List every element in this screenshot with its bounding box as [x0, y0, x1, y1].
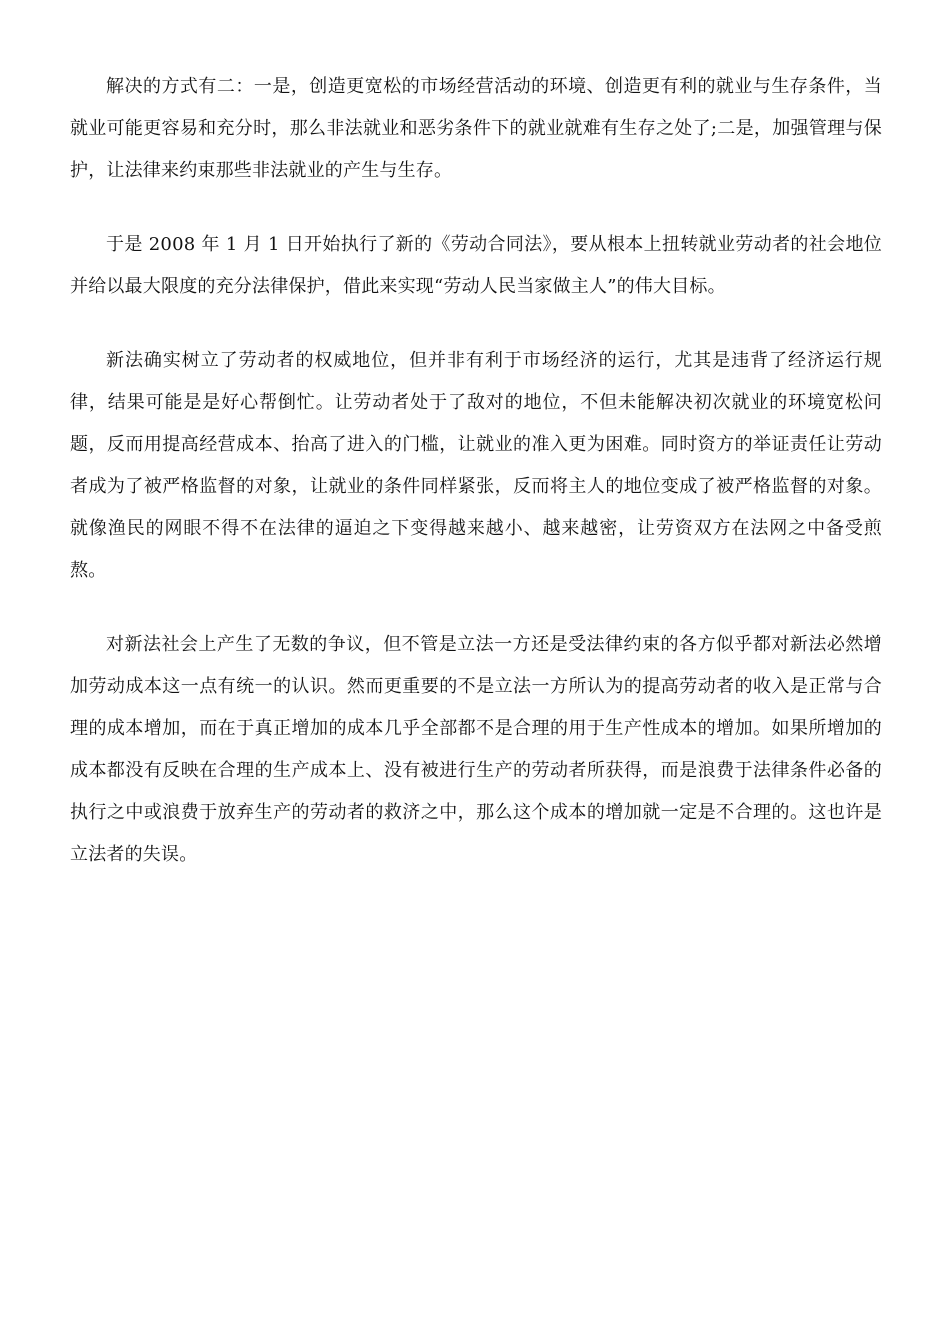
paragraph-2: 于是 2008 年 1 月 1 日开始执行了新的《劳动合同法》，要从根本上扭转就业劳动者的社会地位并给以最大限度的充分法律保护，借此来实现“劳动人民当家做主人”的伟大目标。: [70, 234, 882, 297]
document-body: [70, 66, 882, 908]
paragraph-1: 解决的方式有二：一是，创造更宽松的市场经营活动的环境、创造更有利的就业与生存条件，当就业可能更容易和充分时，那么非法就业和恶劣条件下的就业就难有生存之处了;二是，加强管理与保护，让法律来约束那些非法就业的产生与生存。: [70, 76, 882, 181]
paragraph-4: 对新法社会上产生了无数的争议，但不管是立法一方还是受法律约束的各方似乎都对新法必然增加劳动成本这一点有统一的认识。然而更重要的不是立法一方所认为的提高劳动者的收入是正常与合理的成本增加，而在于真正增加的成本几乎全部都不是合理的用于生产性成本的增加。如果所增加的成本都没有反映在合理的生产成本上、没有被进行生产的劳动者所获得，而是浪费于法律条件必备的执行之中或浪费于放弃生产的劳动者的救济之中，那么这个成本的增加就一定是不合理的。这也许是立法者的失误。: [70, 634, 882, 865]
paragraph-3: 新法确实树立了劳动者的权威地位，但并非有利于市场经济的运行，尤其是违背了经济运行规律，结果可能是是好心帮倒忙。让劳动者处于了敌对的地位，不但未能解决初次就业的环境宽松问题，反而用提高经营成本、抬高了进入的门槛，让就业的准入更为困难。同时资方的举证责任让劳动者成为了被严格监督的对象，让就业的条件同样紧张，反而将主人的地位变成了被严格监督的对象。就像渔民的网眼不得不在法律的逼迫之下变得越来越小、越来越密，让劳资双方在法网之中备受煎熬。: [70, 350, 882, 581]
